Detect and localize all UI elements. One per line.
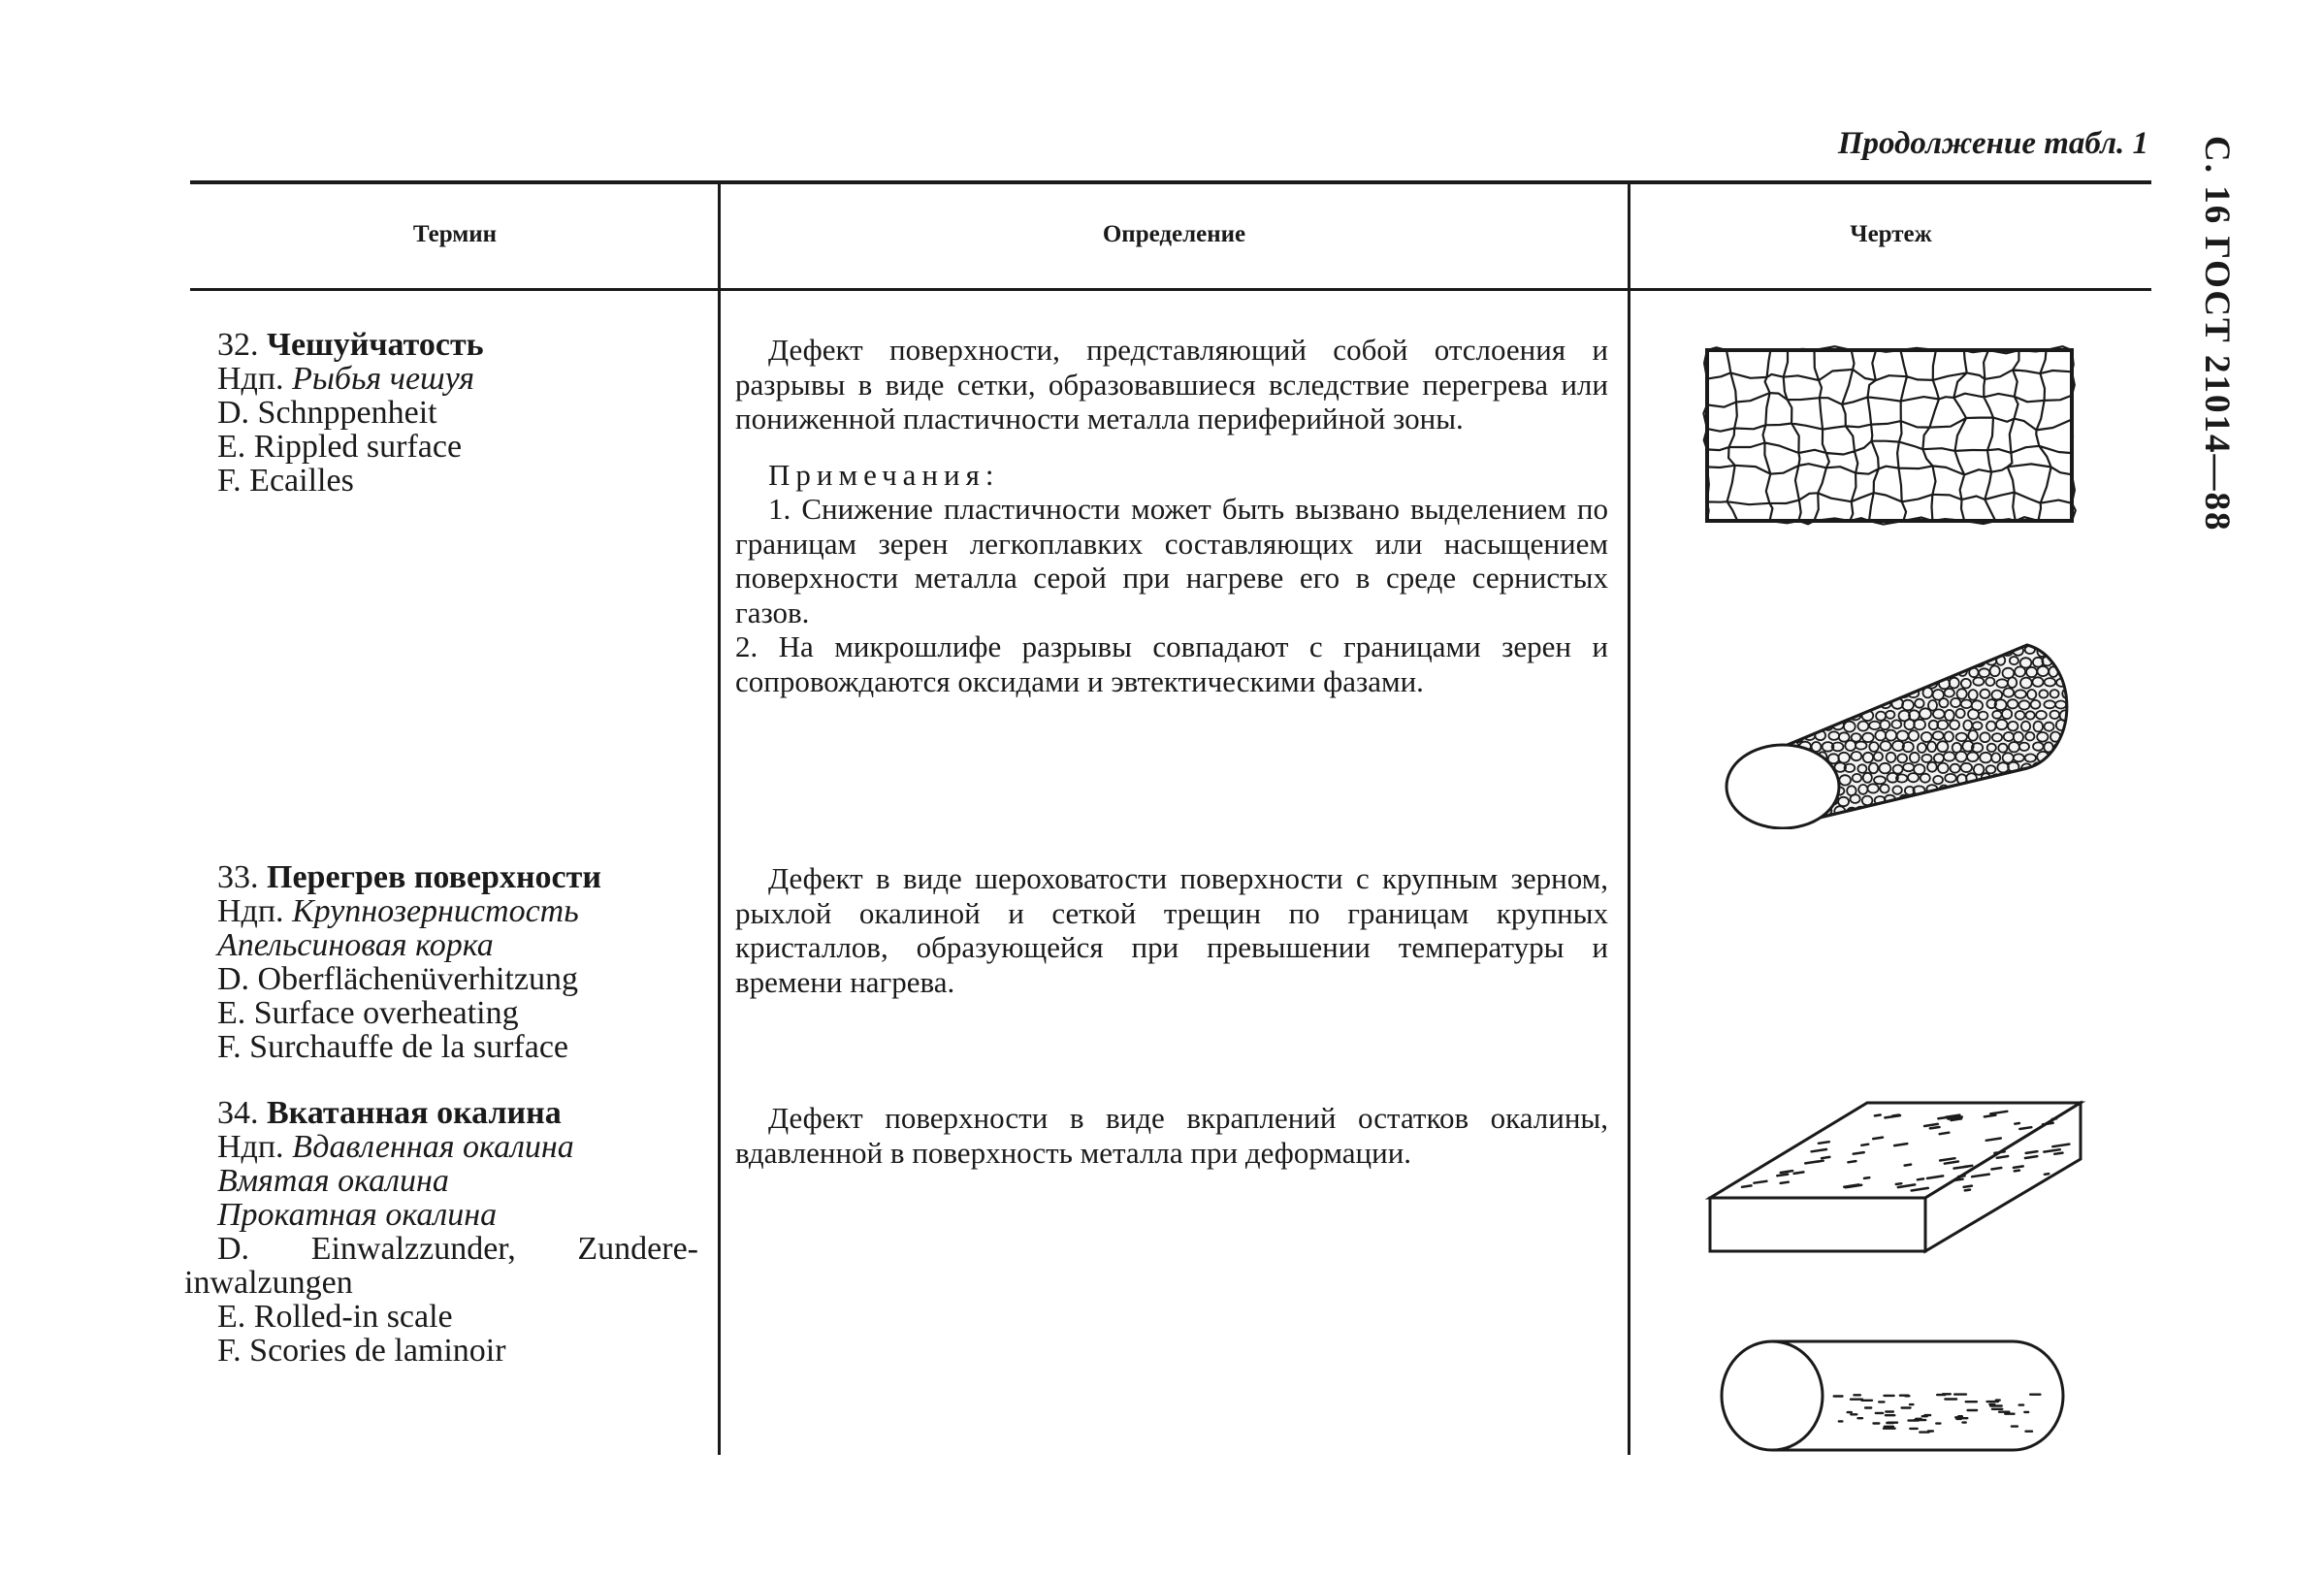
term-de: D. Schnppenheit [217, 395, 437, 431]
header-drawing: Чертеж [1850, 221, 1932, 247]
term-name: Вкатанная окалина [267, 1095, 562, 1131]
side-page-label [2194, 136, 2281, 621]
cracked-cylinder-drawing [1712, 621, 2081, 829]
note-2: 2. На микрошлифе разрывы совпадают с границами зерен и сопровождаются оксидами и эвтектическими фазами. [735, 629, 1608, 698]
notes-title: Примечания: [768, 457, 1000, 492]
term-number: 33. [217, 859, 259, 895]
term-de: D. Oberflächenüverhitzung [217, 961, 578, 997]
ndp-term: Прокатная окалина [217, 1197, 498, 1233]
ndp-term: Крупнозернистость [292, 893, 579, 929]
definition-33 [735, 861, 1608, 999]
term-en: E. Rolled-in scale [217, 1299, 453, 1335]
term-en: E. Surface overheating [217, 995, 519, 1031]
note-1: 1. Снижение пластичности может быть вызвано выделением по границам зерен легкоплавких составляющих или насыщением поверхности металла серой при нагреве его в среде сернистых газов. [735, 492, 1608, 629]
term-number: 32. [217, 327, 259, 363]
scaled-cylinder-drawing [1712, 1334, 2071, 1460]
ndp-prefix: Ндп. [217, 893, 284, 929]
term-fr: F. Scories de laminoir [217, 1333, 506, 1369]
definition-text: Дефект поверхности в виде вкраплений остатков окалины, вдавленной в поверхность металла при деформации. [735, 1101, 1608, 1170]
definition-text: Дефект в виде шероховатости поверхности с крупным зерном, рыхлой окалиной и сеткой трещин по границам крупных кристаллов, образующейся при превышении температуры и времени нагрева. [735, 861, 1608, 999]
scaled-plate-drawing [1702, 1091, 2090, 1314]
term-33 [217, 860, 702, 1064]
column-divider-1 [718, 184, 721, 1455]
term-de: D. Einwalzzunder, Zundere- [217, 1231, 698, 1267]
term-name: Перегрев поверхности [267, 859, 601, 895]
ndp-term: Вдавленная окалина [292, 1129, 574, 1165]
column-divider-2 [1628, 184, 1630, 1455]
term-en: E. Rippled surface [217, 429, 463, 465]
definition-32 [735, 333, 1608, 698]
cracked-surface-drawing [1702, 345, 2081, 530]
term-number: 34. [217, 1095, 259, 1131]
term-32 [217, 328, 702, 498]
side-page-label-text: С. 16 ГОСТ 21014—88 [2197, 136, 2237, 532]
definition-34 [735, 1101, 1608, 1170]
term-name: Чешуйчатость [267, 327, 484, 363]
header-definition: Определение [1102, 221, 1246, 247]
term-34 [184, 1095, 702, 1369]
ndp-term: Вмятая окалина [217, 1163, 449, 1199]
term-de-continued: inwalzungen [184, 1265, 353, 1301]
header-bottom-rule [190, 288, 2151, 291]
header-term: Термин [412, 221, 498, 247]
ndp-term: Апельсиновая корка [217, 927, 494, 963]
ndp-prefix: Ндп. [217, 361, 284, 397]
continuation-caption: Продолжение табл. 1 [1837, 126, 2148, 161]
term-fr: F. Surchauffe de la surface [217, 1029, 568, 1065]
definition-text: Дефект поверхности, представляющий собой отслоения и разрывы в виде сетки, образовавшиеся вследствие перегрева или пониженной пластичности металла периферийной зоны. [735, 333, 1608, 435]
term-fr: F. Ecailles [217, 463, 354, 499]
table-top-rule [190, 180, 2151, 184]
ndp-prefix: Ндп. [217, 1129, 284, 1165]
ndp-term: Рыбья чешуя [292, 361, 475, 397]
